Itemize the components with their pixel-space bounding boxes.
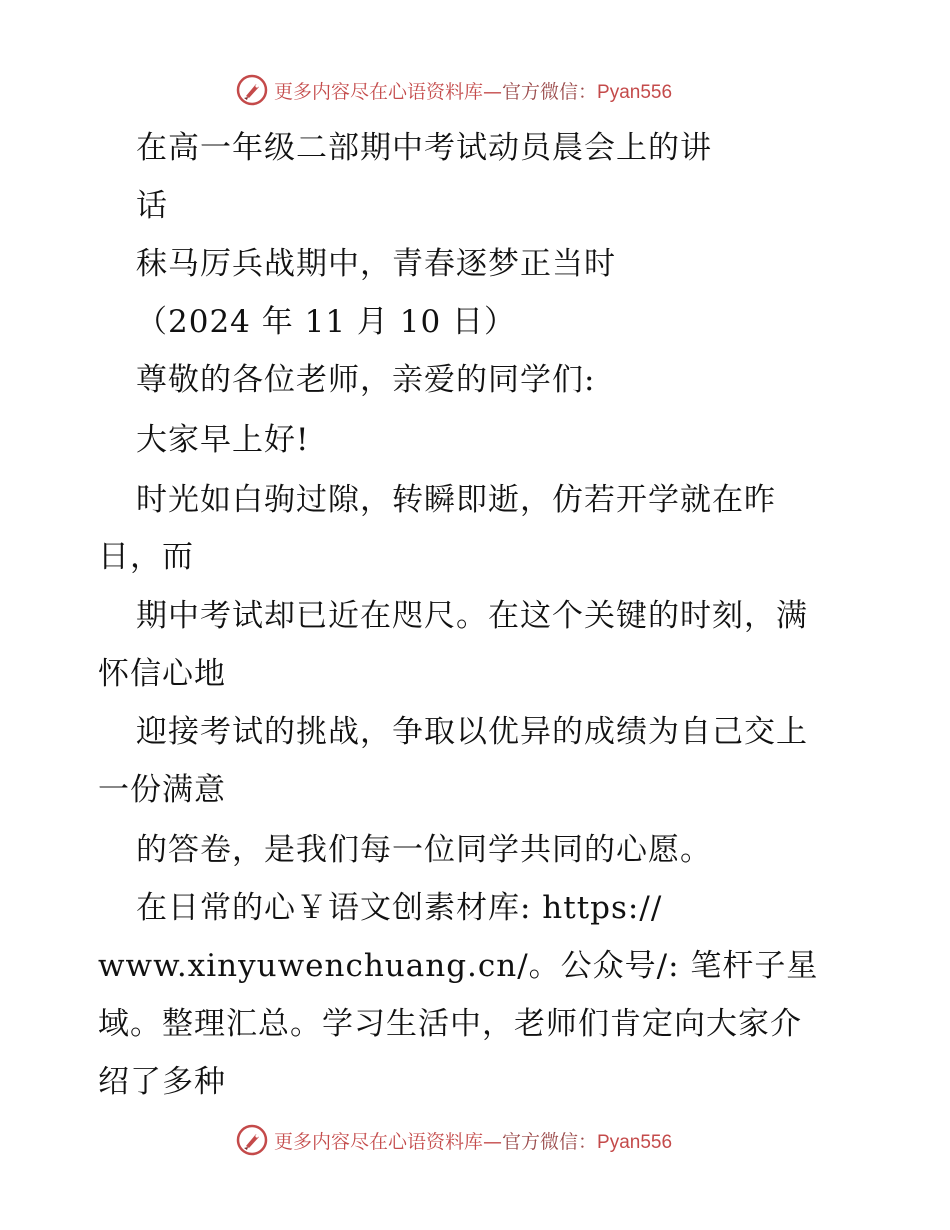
body-line: 一份满意 [98,772,226,808]
body-line: 迎接考试的挑战，争取以优异的成绩为自己交上 [136,714,808,750]
body-line: 时光如白驹过隙，转瞬即逝，仿若开学就在昨 [136,482,776,518]
watermark-site-text: 更多内容尽在心语资料库 [274,1130,484,1153]
watermark-wechat-id: Pyan556 [597,81,673,103]
salutation: 尊敬的各位老师，亲爱的同学们: [136,362,596,398]
title-line-1: 在高一年级二部期中考试动员晨会上的讲 [136,130,712,166]
watermark-wechat-label: 官方微信： [502,80,598,103]
watermark-wechat-label: 官方微信： [502,1130,598,1153]
pen-nib-logo-icon [236,1124,268,1156]
body-line: 绍了多种 [98,1064,226,1100]
body-line: 日，而 [98,539,194,575]
greeting: 大家早上好! [136,422,310,458]
body-line: 的答卷，是我们每一位同学共同的心愿。 [136,832,712,868]
title-line-2: 话 [136,188,168,224]
body-line: 在日常的心￥语文创素材库: https:// [136,890,663,926]
pen-nib-logo-icon [236,74,268,106]
body-line: 域。整理汇总。学习生活中，老师们肯定向大家介 [98,1006,802,1042]
date-line: （2024 年 11 月 10 日） [136,304,517,340]
watermark-separator: — [483,80,503,103]
watermark-separator: — [483,1130,503,1153]
body-line: www.xinyuwenchuang.cn/。公众号/: 笔杆子星 [98,948,819,984]
watermark-site-text: 更多内容尽在心语资料库 [274,80,484,103]
subtitle: 秣马厉兵战期中，青春逐梦正当时 [136,246,616,282]
watermark-wechat-id: Pyan556 [597,1131,673,1153]
watermark-banner-bottom [236,1122,672,1158]
body-line: 期中考试却已近在咫尺。在这个关键的时刻，满 [136,598,808,634]
body-line: 怀信心地 [98,656,226,692]
watermark-banner-top [236,72,672,108]
